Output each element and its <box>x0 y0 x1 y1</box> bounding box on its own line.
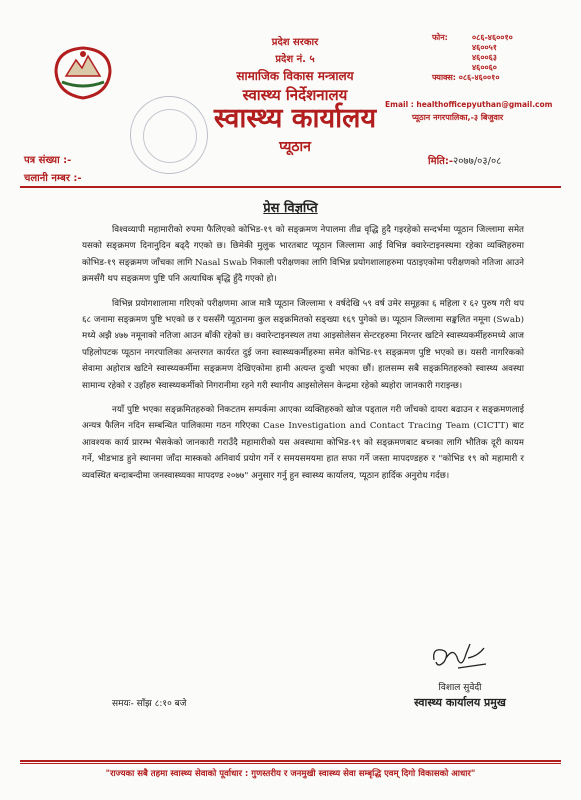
paragraph: नयाँ पुष्टि भएका सङ्क्रमितहरुको निकटतम सम्पर्कमा आएका व्यक्तिहरुको खोज पड्ताल गरी जाँचको दायरा बढाउन र सङ्क्रमणलाई अन्यत्र फैलिन नदिन सम्बन्धित पालिकामा गठन गरिएका Case Investigation and Contact Tracing Team (CICTT) बाट आवश्यक कार्य प्रारम्भ भैसकेको जानकारी गराउँदै महामारीको यस अवस्थामा कोभिड-१९ को सङ्क्रमणबाट बच्नका लागि भौतिक दूरी कायम गर्ने, भीडभाड हुने स्थानमा जाँदा मास्कको अनिवार्य प्रयोग गर्ने र समयसमयमा हात सफा गर्ने जस्ता मापदण्डहरु र "कोभिड १९ को महामारी र व्यवस्थित बन्दाबन्दीमा जनस्वास्थ्यका मापदण्ड २०७७" अनुसार गर्नु हुन स्वास्थ्य कार्यालय, प्यूठान हार्दिक अनुरोध गर्दछ। <box>82 405 524 481</box>
phone-numbers <box>432 33 568 83</box>
ministry-label: सामाजिक विकास मन्त्रालय <box>236 69 354 83</box>
office-address: प्यूठान नगरपालिका,-३ बिजुवार <box>412 113 504 122</box>
directorate-label: स्वास्थ्य निर्देशनालय <box>242 86 348 104</box>
footer-divider <box>20 760 561 762</box>
fax-number: फ्याक्स: ०८६-४६००१० <box>432 73 500 82</box>
phone-number: ४६००६३ <box>472 53 497 62</box>
province-label: प्रदेश नं. ५ <box>275 54 315 65</box>
nepal-emblem-icon <box>48 42 118 102</box>
footer-slogan: "राज्यका सबै तहमा स्वास्थ्य सेवाको पूर्वाधार : गुणस्तरीय र जनमुखी स्वास्थ्य सेवा सम्बृद्धि एवम् दिगो विकासको आधार" <box>105 769 476 779</box>
date-field <box>428 153 501 167</box>
office-place: प्यूठान <box>279 139 311 155</box>
document-title: प्रेस विज्ञप्ति <box>263 201 318 216</box>
header-divider <box>20 186 561 188</box>
date-label: मिति:- <box>428 156 454 167</box>
handwritten-signature <box>428 638 490 676</box>
signatory-name: विशाल सुवेदी <box>438 683 482 693</box>
phone-label: फोन: <box>432 33 448 42</box>
paragraph: विभिन्न प्रयोगशालामा गरिएको परीक्षणमा आज मात्रै प्यूठान जिल्लामा १ वर्षदेखि ५९ वर्ष उमेर समूहका ६ महिला र ६२ पुरुष गरी थप ६८ जनामा सङ्क्रमण पुष्टि भएको छ र यससँगै प्यूठानमा कुल सङ्क्रमितको सङ्ख्या १६९ पुगेको छ। प्यूठान जिल्लामा सङ्कलित नमूना (Swab) मध्ये अझै ४७७ नमूनाको नतिजा आउन बाँकी रहेको छ। क्वारेन्टाइनस्थल तथा आइसोलेसन सेन्टरहरुमा निरन्तर खटिने स्वास्थ्यकर्मीहरुमध्ये आज पहिलोपटक प्यूठान नगरपालिका अन्तरगत कार्यरत दुई जना स्वास्थ्यकर्मीहरुमा समेत कोभिड-१९ सङ्क्रमण पुष्टि भएको छ। यसरी नागरिकको सेवामा अहोरात्र खटिने स्वास्थ्यकर्मीमा सङ्क्रमण देखिएकोमा हामी अत्यन्त दुःखी भएका छौं। हालसम्म सबै सङ्क्रमितहरुको स्वास्थ्य अवस्था सामान्य रहेको र उहाँहरु स्वास्थ्यकर्मीको निगरानीमा रहने गरी स्थानीय आइसोलेसन केन्द्रमा रहेको ब्यहोरा जानकारी गराइन्छ। <box>82 298 524 391</box>
document-body <box>82 222 524 492</box>
dispatch-number-label: चलानी नम्बर :- <box>24 173 82 184</box>
date-value: २०७७/०३/०८ <box>453 156 502 167</box>
signatory <box>390 680 530 710</box>
issue-time: समयः- साँझ ८:१० बजे <box>112 699 187 709</box>
phone-number: ४६००५१ <box>472 43 497 52</box>
email-address: Email : healthofficepyuthan@gmail.com <box>385 100 553 109</box>
footer-divider <box>20 763 561 764</box>
paragraph: विश्वव्यापी महामारीको रुपमा फैलिएको कोभिड-१९ को सङ्क्रमण नेपालमा तीव्र वृद्धि हुदै गइरहेको सन्दर्भमा प्यूठान जिल्लामा समेत यसको सङ्क्रमण दिनानुदिन बढ्दै गएको छ। छिमेकी मुलुक भारतबाट प्यूठान जिल्लामा आई विभिन्न क्वारेन्टाइनस्थमा रहेका व्यक्तिहरुमा कोभिड-१९ सङ्क्रमण जाँचका लागि Nasal Swab निकाली परीक्षणका लागि विभिन्न प्रयोगशालाहरुमा पठाइएकोमा परीक्षणको नतिजा आउने क्रमसँगै थप सङ्क्रमण पुष्टि पनि अत्याधिक बृद्धि हुँदै गएको हो। <box>82 225 524 285</box>
office-seal <box>130 96 208 174</box>
reference-number-label: पत्र संख्या :- <box>24 155 72 166</box>
office-title: स्वास्थ्य कार्यालय <box>213 103 377 134</box>
government-label: प्रदेश सरकार <box>271 37 319 48</box>
phone-number: ०८६-४६००१० <box>472 33 513 42</box>
signatory-role: स्वास्थ्य कार्यालय प्रमुख <box>414 696 506 709</box>
phone-number: ४६००६० <box>472 63 497 72</box>
